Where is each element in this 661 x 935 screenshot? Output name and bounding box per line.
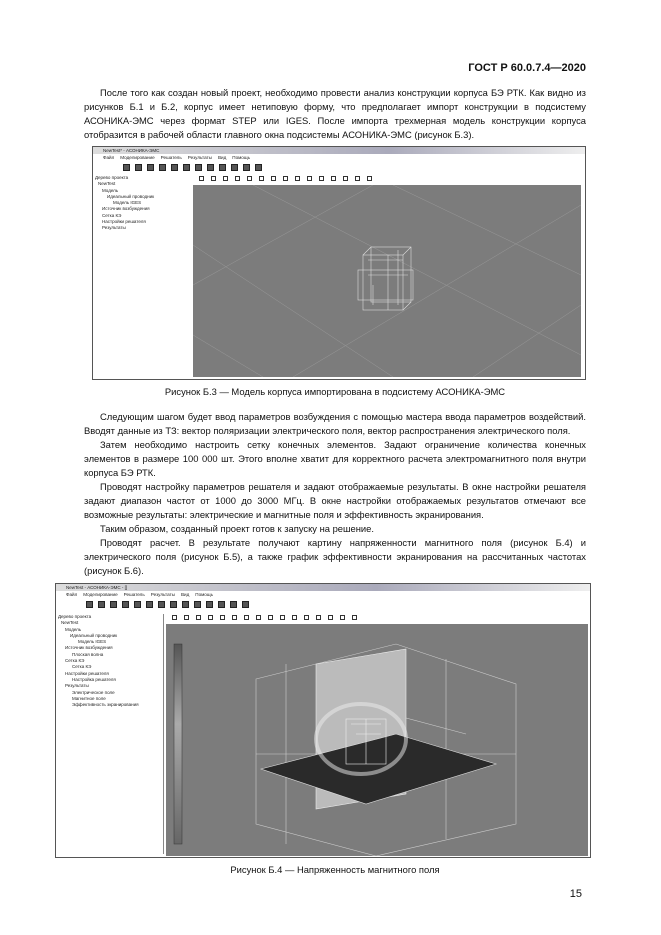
paragraph: Таким образом, созданный проект готов к запуску на решение. <box>100 523 374 534</box>
window-title: NewTest* - АСОНИКА-ЭМС <box>93 147 585 154</box>
toolbar <box>93 161 585 173</box>
toolbar <box>56 598 590 610</box>
tree-item[interactable]: Модель <box>65 626 82 632</box>
tree-item[interactable]: Результаты <box>65 683 89 689</box>
figure-caption: Рисунок Б.3 — Модель корпуса импортирована в подсистему АСОНИКА-ЭМС <box>164 386 506 397</box>
color-scale-bar <box>174 644 182 844</box>
3d-viewport[interactable] <box>193 185 581 377</box>
figure-caption: Рисунок Б.4 — Напряженность магнитного поля <box>230 864 440 875</box>
tree-item[interactable]: Результаты <box>102 225 126 231</box>
paragraph: Следующим шагом будет ввод параметров возбуждения с помощью мастера ввода параметров воздействий. Вводят данные из ТЗ: вектор поляризации электрического поля, вектор распространения электрического поля. <box>84 411 586 436</box>
figure-b3-screenshot <box>92 146 586 380</box>
view-toolbar <box>193 173 372 183</box>
3d-viewport[interactable] <box>166 624 588 856</box>
menu-item[interactable]: Помощь <box>232 155 251 160</box>
tree-item[interactable]: Плоская волна <box>72 651 104 657</box>
wireframe-model <box>193 185 581 377</box>
menu-bar <box>93 154 585 161</box>
window-title: NewTest - АСОНИКА-ЭМС - [] <box>56 584 590 591</box>
tree-item[interactable]: Сетка КЭ <box>102 212 122 218</box>
tree-item[interactable]: Модель IGES <box>78 639 107 645</box>
tree-item[interactable]: NewTest <box>61 620 79 626</box>
tree-item[interactable]: Настройки решателя <box>65 670 109 676</box>
tree-item[interactable]: Модель IGES <box>113 200 142 206</box>
tree-item[interactable]: Настройки решателя <box>102 219 146 225</box>
tree-item[interactable]: Магнитное поле <box>72 695 106 701</box>
paragraph: После того как создан новый проект, необходимо провести анализ конструкции корпуса БЭ РТК. Как видно из рисунков Б.1 и Б.2, корпус имеет нетиповую форму, что предполагает импорт конструкции в подсистему АСОНИКА-ЭМС через формат STEP или IGES. После импорта трехмерная модель конструкции корпуса отобразится в рабочей области главного окна подсистемы АСОНИКА-ЭМС (рисунок Б.3). <box>84 87 586 140</box>
menu-item[interactable]: Результаты <box>187 155 212 160</box>
menu-item[interactable]: Решатель <box>123 592 145 597</box>
project-tree <box>58 614 164 854</box>
tree-item[interactable]: Электрическое поле <box>72 689 115 695</box>
paragraph: Проводят расчет. В результате получают картину напряженности магнитного поля (рисунок Б.4) и электрического поля (рисунок Б.5), а также график эффективности экранирования на рассчитанных частотах (рисунок Б.6). <box>84 537 586 576</box>
view-toolbar <box>166 612 357 622</box>
page-number: 15 <box>569 888 582 900</box>
project-tree <box>95 175 191 232</box>
menu-item[interactable]: Файл <box>66 592 78 597</box>
tree-item[interactable]: NewTest <box>98 181 116 187</box>
tree-item[interactable]: Сетка КЭ <box>72 664 92 670</box>
menu-item[interactable]: Моделирование <box>83 592 118 597</box>
tree-item[interactable]: Модель <box>102 187 119 193</box>
menu-bar <box>56 591 590 598</box>
menu-item[interactable]: Помощь <box>195 592 214 597</box>
menu-item[interactable]: Моделирование <box>120 155 155 160</box>
tree-item[interactable]: Идеальный проводник <box>70 632 118 638</box>
figure-b4-screenshot <box>55 583 591 858</box>
tree-item[interactable]: Настройка решателя <box>72 676 116 682</box>
menu-item[interactable]: Решатель <box>160 155 182 160</box>
magnetic-field-plot <box>166 624 588 856</box>
page-content <box>58 0 586 920</box>
menu-item[interactable]: Вид <box>217 155 227 160</box>
document-header: ГОСТ Р 60.0.7.4—2020 <box>468 62 586 74</box>
tree-item[interactable]: Источник возбуждения <box>102 206 150 212</box>
tree-item[interactable]: Источник возбуждения <box>65 645 113 651</box>
tree-item[interactable]: Дерево проекта <box>95 175 129 180</box>
tree-item[interactable]: Идеальный проводник <box>107 193 155 199</box>
menu-item[interactable]: Результаты <box>150 592 175 597</box>
paragraph: Затем необходимо настроить сетку конечных элементов. Задают ограничение количества конечных элементов в размере 100 000 шт. Этого вполне хватит для корректного расчета электромагнитного поля внутри корпуса БЭ РТК. <box>84 439 586 478</box>
menu-item[interactable]: Вид <box>180 592 190 597</box>
menu-item[interactable]: Файл <box>103 155 115 160</box>
tree-item[interactable]: Эффективность экранирования <box>72 702 139 708</box>
tree-item[interactable]: Дерево проекта <box>58 614 92 619</box>
tree-item[interactable]: Сетка КЭ <box>65 658 85 664</box>
paragraph: Проводят настройку параметров решателя и задают отображаемые результаты. В окне настройки решателя задают диапазон частот от 1000 до 3000 МГц. В окне настройки отображаемых результатов отмечают все возможные результаты: электрические и магнитные поля и эффективность экранирования. <box>84 481 586 520</box>
